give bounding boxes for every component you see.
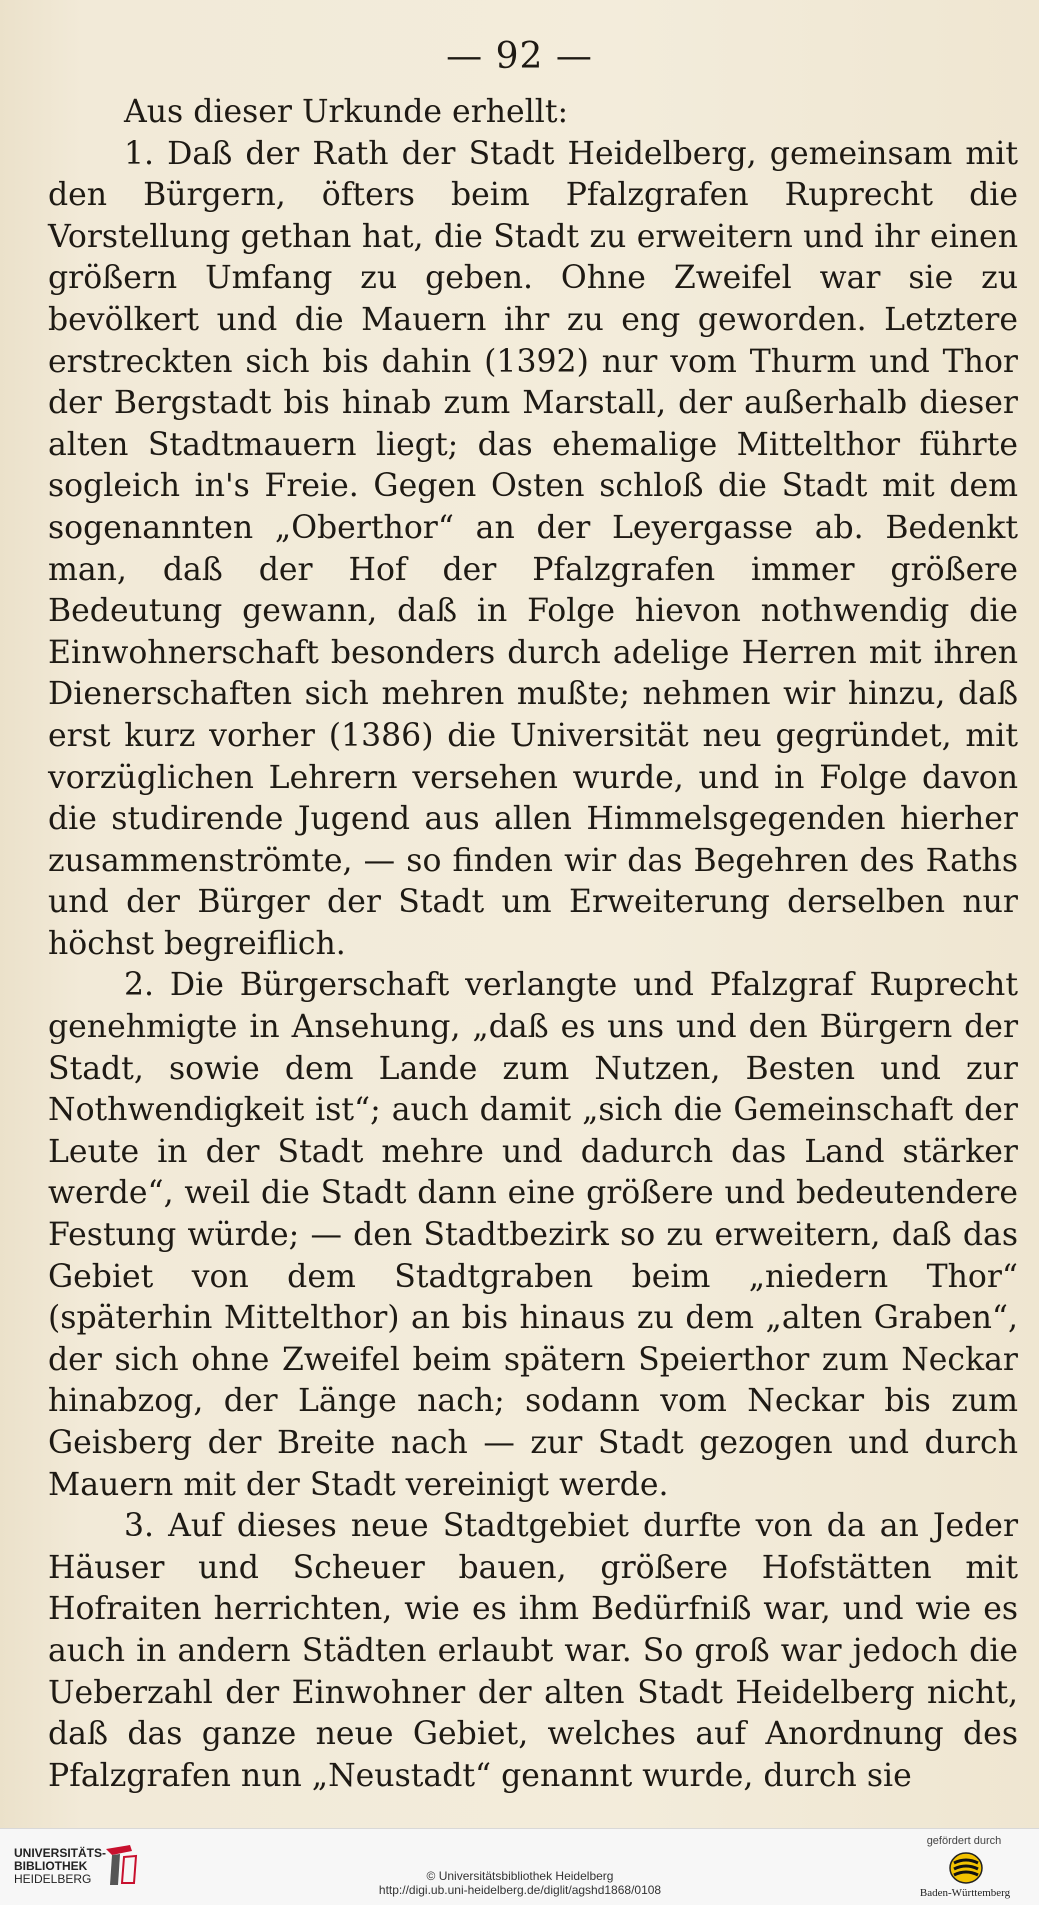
- footer-bar: [0, 1828, 1039, 1905]
- library-name: [14, 1847, 106, 1886]
- permalink[interactable]: http://digi.ub.uni-heidelberg.de/diglit/agshd1868/0108: [378, 1883, 662, 1897]
- library-name-line1: UNIVERSITÄTS-: [14, 1846, 107, 1860]
- sponsor-label: gefördert durch: [926, 1835, 1002, 1847]
- page-number: — 92 —: [446, 36, 593, 77]
- state-crest-icon: [948, 1851, 984, 1885]
- sponsor-name: Baden-Württemberg: [919, 1887, 1011, 1899]
- library-name-line2: BIBLIOTHEK: [14, 1859, 88, 1873]
- paragraph-intro: Aus dieser Urkunde erhellt:: [124, 94, 569, 130]
- paragraph-1: 1. Daß der Rath der Stadt Heidelberg, gemeinsam mit den Bürgern, öfters beim Pfalzgrafen Ruprecht die Vorstellung gethan hat, die Stadt zu erweitern und ihr einen größern Umfang zu geben. Ohne Zweifel war sie zu bevölkert und die Mauern ihr zu eng geworden. Letztere erstreckten sich bis dahin (1392) nur vom Thurm und Thor der Bergstadt bis hinab zum Marstall, der außerhalb dieser alten Stadtmauern liegt; das ehemalige Mittelthor führte sogleich in's Freie. Gegen Osten schloß die Stadt mit dem sogenannten „Oberthor“ an der Leyergasse ab. Bedenkt man, daß der Hof der Pfalzgrafen immer größere Bedeutung gewann, daß in Folge hievon nothwendig die Einwohnerschaft besonders durch adelige Herren mit ihren Dienerschaften sich mehren mußte; nehmen wir hinzu, daß erst kurz vorher (1386) die Universität neu gegründet, mit vorzüglichen Lehrern versehen wurde, und in Folge davon die studirende Jugend aus allen Himmelsgegenden hierher zusammenströmte, — so finden wir das Begehren des Raths und der Bürger der Stadt um Erweiterung derselben nur höchst begreiflich.: [48, 135, 1018, 962]
- paragraph-2: 2. Die Bürgerschaft verlangte und Pfalzgraf Ruprecht genehmigte in Ansehung, „daß es uns und den Bürgern der Stadt, sowie dem Lande zum Nutzen, Besten und zur Nothwendigkeit ist“; auch damit „sich die Gemeinschaft der Leute in der Stadt mehre und dadurch das Land stärker werde“, weil die Stadt dann eine größere und bedeutendere Festung würde; — den Stadtbezirk so zu erweitern, daß das Gebiet von dem Stadtgraben beim „niedern Thor“ (späterhin Mittelthor) an bis hinaus zu dem „alten Graben“, der sich ohne Zweifel beim spätern Speierthor zum Neckar hinabzog, der Länge nach; sodann vom Neckar bis zum Geisberg der Breite nach — zur Stadt gezogen und durch Mauern mit der Stadt vereinigt werde.: [48, 967, 1018, 1503]
- library-logo-icon: [102, 1843, 142, 1887]
- page-body: [48, 92, 1018, 1797]
- copyright-text: © Universitätsbibliothek Heidelberg: [426, 1869, 614, 1883]
- library-name-line3: HEIDELBERG: [14, 1872, 92, 1886]
- paragraph-3: 3. Auf dieses neue Stadtgebiet durfte von da an Jeder Häuser und Scheuer bauen, größere Hofstätten mit Hofraiten herrichten, wie es ihm Bedürfniß war, und wie es auch in andern Städten erlaubt war. So groß war jedoch die Ueberzahl der Einwohner der alten Stadt Heidelberg nicht, daß das ganze neue Gebiet, welches auf Anordnung des Pfalzgrafen nun „Neustadt“ genannt wurde, durch sie: [48, 1508, 1018, 1794]
